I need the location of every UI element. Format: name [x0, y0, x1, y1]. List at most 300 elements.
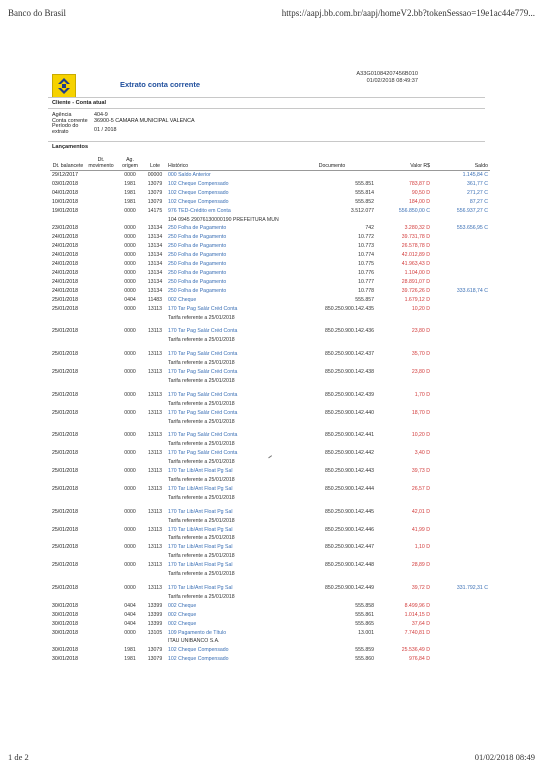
cell-saldo [432, 646, 490, 655]
cell-saldo [432, 368, 490, 377]
cell-ag-origem: 0404 [124, 611, 136, 618]
cell-documento: 10.774 [358, 252, 374, 259]
cell-lote: 13113 [147, 562, 163, 569]
cell-historico[interactable]: 102 Cheque Compensado [168, 647, 229, 654]
cell-historico[interactable]: 102 Cheque Compensado [168, 180, 229, 187]
cell-date: 30/01/2018 [52, 611, 78, 618]
cell-documento: 10.775 [358, 261, 374, 268]
detail-text: Tarifa referente a 25/01/2018 [168, 418, 235, 425]
table-row [50, 629, 490, 638]
document-datetime: 01/02/2018 08:49:37 [366, 78, 418, 84]
cell-documento: 850.250.900.142.437 [324, 351, 374, 358]
cell-historico[interactable]: 000 Saldo Anterior [168, 172, 211, 178]
cell-movement [86, 180, 116, 189]
cell-ag-origem: 1981 [124, 647, 136, 654]
table-row [50, 368, 490, 377]
detail-text: Tarifa referente a 25/01/2018 [168, 314, 235, 321]
table-row [50, 561, 490, 570]
table-row [50, 207, 490, 216]
page-count: 1 de 2 [8, 752, 29, 762]
cell-movement [86, 620, 116, 629]
cell-documento: 850.250.900.142.449 [324, 584, 374, 591]
table-row [50, 251, 490, 260]
table-row [50, 611, 490, 620]
detail-text: Tarifa referente a 25/01/2018 [168, 535, 235, 542]
cell-date: 25/01/2018 [52, 526, 78, 533]
table-header-row [50, 158, 490, 171]
table-row-detail [50, 400, 490, 409]
table-row [50, 602, 490, 611]
cell-valor: 39,72 D [411, 584, 430, 591]
cell-date: 25/01/2018 [52, 485, 78, 492]
client-section-title: Cliente - Conta atual [52, 100, 107, 106]
cell-movement [86, 508, 116, 517]
cell-date: 25/01/2018 [52, 296, 78, 303]
cell-valor: 1.104,00 D [404, 269, 430, 276]
cell-date: 24/01/2018 [52, 278, 78, 285]
cell-valor: 8.499,96 D [404, 602, 430, 609]
cell-documento: 850.250.900.142.443 [324, 468, 374, 475]
cell-historico[interactable]: 250 Folha de Pagamento [168, 225, 227, 232]
cell-date: 04/01/2018 [52, 189, 78, 196]
cell-documento: 850.250.900.142.448 [324, 562, 374, 569]
field-label: Conta corrente [52, 118, 88, 125]
cell-lote: 13113 [147, 526, 163, 533]
cell-documento: 850.250.900.142.439 [324, 391, 374, 398]
client-field-period [52, 124, 195, 135]
empty-cell [376, 570, 432, 579]
cell-date: 30/01/2018 [52, 602, 78, 609]
cell-ag-origem: 0000 [124, 508, 136, 515]
cell-date: 30/01/2018 [52, 620, 78, 627]
cell-date: 30/01/2018 [52, 647, 78, 654]
col-ag-origem: Ag. origem [116, 158, 144, 171]
cell-saldo [432, 242, 490, 251]
cell-documento: 850.250.900.142.447 [324, 544, 374, 551]
empty-cell [432, 359, 490, 368]
cell-lote: 13113 [147, 508, 163, 515]
cell-saldo: 361,77 C [466, 180, 488, 187]
table-row-detail [50, 476, 490, 485]
cell-movement [86, 287, 116, 296]
cell-lote: 13113 [147, 468, 163, 475]
empty-cell [432, 593, 490, 602]
cell-ag-origem: 0000 [124, 485, 136, 492]
cell-saldo [432, 269, 490, 278]
cell-valor: 42.012,89 D [401, 252, 430, 259]
cell-documento: 555.857 [355, 296, 374, 303]
detail-text: Tarifa referente a 25/01/2018 [168, 337, 235, 344]
cell-movement [86, 431, 116, 440]
table-row-detail [50, 552, 490, 561]
empty-cell [50, 418, 166, 427]
cell-documento: 13.001 [358, 629, 374, 636]
empty-cell [376, 552, 432, 561]
cell-documento: 850.250.900.142.436 [324, 328, 374, 335]
detail-text: Tarifa referente a 25/01/2018 [168, 571, 235, 578]
cell-historico[interactable]: 170 Tar Lib/Ant Float Pg Sal [168, 508, 233, 515]
cell-historico[interactable]: 170 Tar Lib/Ant Float Pg Sal [168, 485, 233, 492]
cell-valor: 39.726,26 D [401, 287, 430, 294]
table-row [50, 655, 490, 664]
cell-valor: 1,70 D [414, 391, 430, 398]
field-label: Agência [52, 112, 72, 118]
table-row [50, 296, 490, 305]
cell-historico[interactable]: 170 Tar Pag Salár Créd Conta [168, 351, 238, 358]
detail-text: Tarifa referente a 25/01/2018 [168, 360, 235, 367]
cell-date: 10/01/2018 [52, 198, 78, 205]
cell-historico[interactable]: 102 Cheque Compensado [168, 189, 229, 196]
cell-lote: 13079 [147, 647, 163, 654]
table-row-detail [50, 377, 490, 386]
cell-date: 30/01/2018 [52, 629, 78, 636]
cell-historico[interactable]: 002 Cheque [168, 602, 197, 609]
cell-valor: 90,50 D [411, 189, 430, 196]
cell-valor: 23,80 D [411, 328, 430, 335]
detail-text: 104 0945 29076130000190 PREFEITURA MUN [168, 216, 279, 223]
cell-documento: 10.777 [358, 278, 374, 285]
empty-cell [50, 400, 166, 409]
cell-historico[interactable]: 250 Folha de Pagamento [168, 269, 227, 276]
cell-documento: 555.852 [355, 198, 374, 205]
cell-historico[interactable]: 102 Cheque Compensado [168, 656, 229, 663]
cell-date: 25/01/2018 [52, 432, 78, 439]
table-row [50, 198, 490, 207]
empty-cell [376, 476, 432, 485]
cell-movement [86, 655, 116, 664]
cell-documento: 850.250.900.142.440 [324, 409, 374, 416]
table-row-detail [50, 216, 490, 225]
cell-date: 25/01/2018 [52, 369, 78, 376]
cell-historico[interactable]: 250 Folha de Pagamento [168, 252, 227, 259]
document-meta [356, 71, 418, 85]
cell-movement [86, 543, 116, 552]
cell-valor: 39,73 D [411, 468, 430, 475]
cell-historico[interactable]: 109 Pagamento de Título [168, 629, 227, 636]
cell-saldo: 87,27 C [469, 198, 488, 205]
cell-date: 25/01/2018 [52, 450, 78, 457]
empty-cell [50, 494, 166, 503]
cell-ag-origem: 0000 [124, 207, 136, 214]
cell-valor: 10,20 D [411, 432, 430, 439]
detail-text: Tarifa referente a 25/01/2018 [168, 494, 235, 501]
page-url[interactable]: https://aapj.bb.com.br/aapj/homeV2.bb?tokenSessao=19e1ac44e779... [281, 8, 535, 18]
cell-saldo: 556.937,27 C [456, 207, 488, 214]
cell-lote: 13113 [147, 391, 163, 398]
cell-historico[interactable]: 170 Tar Pag Salár Créd Conta [168, 328, 238, 335]
cell-historico[interactable]: 002 Cheque [168, 611, 197, 618]
cell-date: 03/01/2018 [52, 180, 78, 187]
cell-lote: 13113 [147, 369, 163, 376]
detail-text: Tarifa referente a 25/01/2018 [168, 459, 235, 466]
empty-cell [432, 458, 490, 467]
table-row-detail [50, 494, 490, 503]
divider [48, 108, 485, 109]
empty-cell [50, 440, 166, 449]
col-dt-movimento: Dt. movimento [86, 158, 116, 171]
statement-section-title: Lançamentos [52, 144, 89, 150]
cell-historico[interactable]: 170 Tar Lib/Ant Float Pg Sal [168, 584, 233, 591]
cell-lote: 13399 [147, 620, 163, 627]
table-row [50, 391, 490, 400]
table-row [50, 224, 490, 233]
cell-historico[interactable]: 002 Cheque [168, 296, 197, 303]
field-value: 01 / 2018 [94, 127, 117, 134]
cell-valor: 10,20 D [411, 305, 430, 312]
cell-ag-origem: 0404 [124, 602, 136, 609]
table-row-detail [50, 637, 490, 646]
cell-movement [86, 278, 116, 287]
cell-date: 25/01/2018 [52, 544, 78, 551]
cell-lote: 00000 [147, 172, 163, 178]
col-dt-balancete: Dt. balancete [50, 158, 86, 171]
cell-historico[interactable]: 170 Tar Pag Salár Créd Conta [168, 450, 238, 457]
cell-documento: 10.773 [358, 243, 374, 250]
table-row [50, 584, 490, 593]
cell-lote: 13113 [147, 584, 163, 591]
cell-ag-origem: 1981 [124, 189, 136, 196]
cell-movement [86, 198, 116, 207]
cell-valor: 1.679,12 D [404, 296, 430, 303]
cell-movement [86, 646, 116, 655]
cell-saldo [432, 611, 490, 620]
document-code: A33G01084207456B010 [356, 71, 418, 77]
cell-saldo [432, 296, 490, 305]
empty-cell [50, 517, 166, 526]
cell-documento: 10.772 [358, 234, 374, 241]
empty-cell [50, 359, 166, 368]
table-row [50, 189, 490, 198]
empty-cell [376, 336, 432, 345]
cell-movement [86, 224, 116, 233]
cell-valor: 41,99 D [411, 526, 430, 533]
statement-table [50, 158, 490, 664]
cell-saldo: 271,27 C [466, 189, 488, 196]
cell-date: 24/01/2018 [52, 287, 78, 294]
cell-saldo: 1.145,84 C [462, 172, 488, 178]
cell-valor: 556.850,00 C [398, 207, 430, 214]
cell-valor: 37,64 D [411, 620, 430, 627]
empty-cell [50, 593, 166, 602]
cell-lote: 11483 [147, 296, 163, 303]
cell-documento: 850.250.900.142.441 [324, 432, 374, 439]
cell-lote: 13113 [147, 450, 163, 457]
cell-movement [86, 350, 116, 359]
cell-date: 25/01/2018 [52, 562, 78, 569]
table-row-detail [50, 418, 490, 427]
cell-movement [86, 485, 116, 494]
cell-valor: 25.536,49 D [401, 647, 430, 654]
empty-cell [376, 400, 432, 409]
cell-historico[interactable]: 250 Folha de Pagamento [168, 234, 227, 241]
cell-date: 24/01/2018 [52, 269, 78, 276]
table-row [50, 171, 490, 180]
empty-cell [50, 570, 166, 579]
cell-documento: 742 [365, 225, 374, 232]
empty-cell [432, 440, 490, 449]
table-row [50, 467, 490, 476]
cell-historico[interactable]: 102 Cheque Compensado [168, 198, 229, 205]
cell-ag-origem: 0000 [124, 391, 136, 398]
table-row-detail [50, 570, 490, 579]
cell-lote: 13113 [147, 409, 163, 416]
cell-historico[interactable]: 170 Tar Lib/Ant Float Pg Sal [168, 544, 233, 551]
cell-lote: 13113 [147, 485, 163, 492]
cell-historico[interactable]: 250 Folha de Pagamento [168, 278, 227, 285]
cell-historico[interactable]: 170 Tar Pag Salár Créd Conta [168, 369, 238, 376]
cell-ag-origem: 0000 [124, 243, 136, 250]
cell-movement [86, 189, 116, 198]
cell-documento: 555.851 [355, 180, 374, 187]
table-row-detail [50, 593, 490, 602]
cell-ag-origem: 0000 [124, 305, 136, 312]
cell-date: 25/01/2018 [52, 305, 78, 312]
document-title: Extrato conta corrente [120, 80, 201, 89]
cell-lote: 13113 [147, 351, 163, 358]
cell-date: 29/12/2017 [52, 172, 78, 178]
cell-saldo [432, 526, 490, 535]
empty-cell [432, 637, 490, 646]
cell-valor: 3,40 D [414, 450, 430, 457]
cell-historico[interactable]: 170 Tar Pag Salár Créd Conta [168, 409, 238, 416]
detail-text: Tarifa referente a 25/01/2018 [168, 553, 235, 560]
cell-lote: 13399 [147, 611, 163, 618]
cell-valor: 26.578,78 D [401, 243, 430, 250]
cell-date: 25/01/2018 [52, 351, 78, 358]
empty-cell [50, 314, 166, 323]
cell-lote: 13079 [147, 189, 163, 196]
cell-valor: 184,00 D [408, 198, 430, 205]
cell-historico[interactable]: 170 Tar Pag Salár Créd Conta [168, 432, 238, 439]
cell-saldo [432, 620, 490, 629]
cell-lote: 13079 [147, 198, 163, 205]
table-row [50, 485, 490, 494]
cell-documento: 850.250.900.142.442 [324, 450, 374, 457]
cell-movement [86, 584, 116, 593]
cell-historico[interactable]: 976 TED-Crédito em Conta [168, 207, 231, 214]
empty-cell [432, 570, 490, 579]
cell-lote: 13113 [147, 432, 163, 439]
print-footer [8, 752, 535, 764]
cell-saldo: 331.792,31 C [456, 584, 488, 591]
col-historico: Histórico [166, 158, 288, 171]
field-label: Período do extrato [52, 123, 79, 135]
cell-ag-origem: 0000 [124, 562, 136, 569]
detail-text: ITAU UNIBANCO S.A. [168, 638, 220, 645]
cell-movement [86, 233, 116, 242]
cell-valor: 26,57 D [411, 485, 430, 492]
cell-lote: 13134 [147, 243, 163, 250]
empty-cell [376, 440, 432, 449]
page-title: Banco do Brasil [8, 8, 66, 18]
cell-movement [86, 409, 116, 418]
table-row [50, 287, 490, 296]
cell-documento: 555.861 [355, 611, 374, 618]
cell-date: 25/01/2018 [52, 391, 78, 398]
cell-historico[interactable]: 250 Folha de Pagamento [168, 243, 227, 250]
cell-date: 19/01/2018 [52, 207, 78, 214]
cell-valor: 18,70 D [411, 409, 430, 416]
empty-cell [376, 377, 432, 386]
cell-documento: 850.250.900.142.435 [324, 305, 374, 312]
table-row-detail [50, 314, 490, 323]
cell-lote: 13134 [147, 269, 163, 276]
cell-lote: 13134 [147, 287, 163, 294]
cell-historico[interactable]: 170 Tar Pag Salár Créd Conta [168, 391, 238, 398]
cell-saldo [432, 409, 490, 418]
detail-text: Tarifa referente a 25/01/2018 [168, 517, 235, 524]
cell-movement [86, 242, 116, 251]
cell-documento: 555.858 [355, 602, 374, 609]
table-row-detail [50, 440, 490, 449]
cell-historico[interactable]: 170 Tar Lib/Ant Float Pg Sal [168, 526, 233, 533]
cell-ag-origem: 0000 [124, 629, 136, 636]
cell-historico[interactable]: 170 Tar Lib/Ant Float Pg Sal [168, 562, 233, 569]
empty-cell [432, 216, 490, 225]
cell-ag-origem: 0404 [124, 296, 136, 303]
cell-movement [86, 467, 116, 476]
empty-cell [432, 517, 490, 526]
empty-cell [432, 552, 490, 561]
cell-historico[interactable]: 170 Tar Pag Salár Créd Conta [168, 305, 238, 312]
cell-historico[interactable]: 250 Folha de Pagamento [168, 261, 227, 268]
cell-valor: 783,87 D [408, 180, 430, 187]
cell-lote: 13113 [147, 305, 163, 312]
empty-cell [50, 377, 166, 386]
cell-documento [288, 171, 376, 180]
cell-historico[interactable]: 170 Tar Lib/Ant Float Pg Sal [168, 468, 233, 475]
col-valor: Valor R$ [376, 158, 432, 171]
field-value: 36900-5 CAMARA MUNICIPAL VALENCA [94, 118, 195, 125]
cell-date: 30/01/2018 [52, 656, 78, 663]
cell-valor: 23,80 D [411, 369, 430, 376]
cell-date: 25/01/2018 [52, 508, 78, 515]
cell-saldo [432, 467, 490, 476]
cell-saldo [432, 233, 490, 242]
cell-ag-origem: 0000 [124, 369, 136, 376]
cell-ag-origem: 0000 [124, 328, 136, 335]
cell-historico[interactable]: 002 Cheque [168, 620, 197, 627]
cell-documento: 10.778 [358, 287, 374, 294]
cell-ag-origem: 0000 [124, 234, 136, 241]
cell-valor: 39.731,78 D [401, 234, 430, 241]
table-row [50, 620, 490, 629]
table-row [50, 233, 490, 242]
cell-documento: 850.250.900.142.438 [324, 369, 374, 376]
cell-date: 24/01/2018 [52, 252, 78, 259]
table-row [50, 269, 490, 278]
cell-ag-origem: 0000 [124, 409, 136, 416]
cell-lote: 13134 [147, 278, 163, 285]
empty-cell [50, 216, 166, 225]
cell-ag-origem: 0000 [124, 287, 136, 294]
cell-historico[interactable]: 250 Folha de Pagamento [168, 287, 227, 294]
detail-text: Tarifa referente a 25/01/2018 [168, 377, 235, 384]
cell-ag-origem: 0000 [124, 351, 136, 358]
cell-movement [86, 207, 116, 216]
cell-ag-origem: 1981 [124, 180, 136, 187]
cell-lote: 13113 [147, 544, 163, 551]
cell-movement [86, 327, 116, 336]
detail-text: Tarifa referente a 25/01/2018 [168, 441, 235, 448]
empty-cell [50, 534, 166, 543]
cell-saldo [432, 561, 490, 570]
col-lote: Lote [144, 158, 166, 171]
table-row [50, 260, 490, 269]
empty-cell [432, 534, 490, 543]
cell-saldo [432, 485, 490, 494]
print-datetime: 01/02/2018 08:49 [474, 752, 535, 762]
